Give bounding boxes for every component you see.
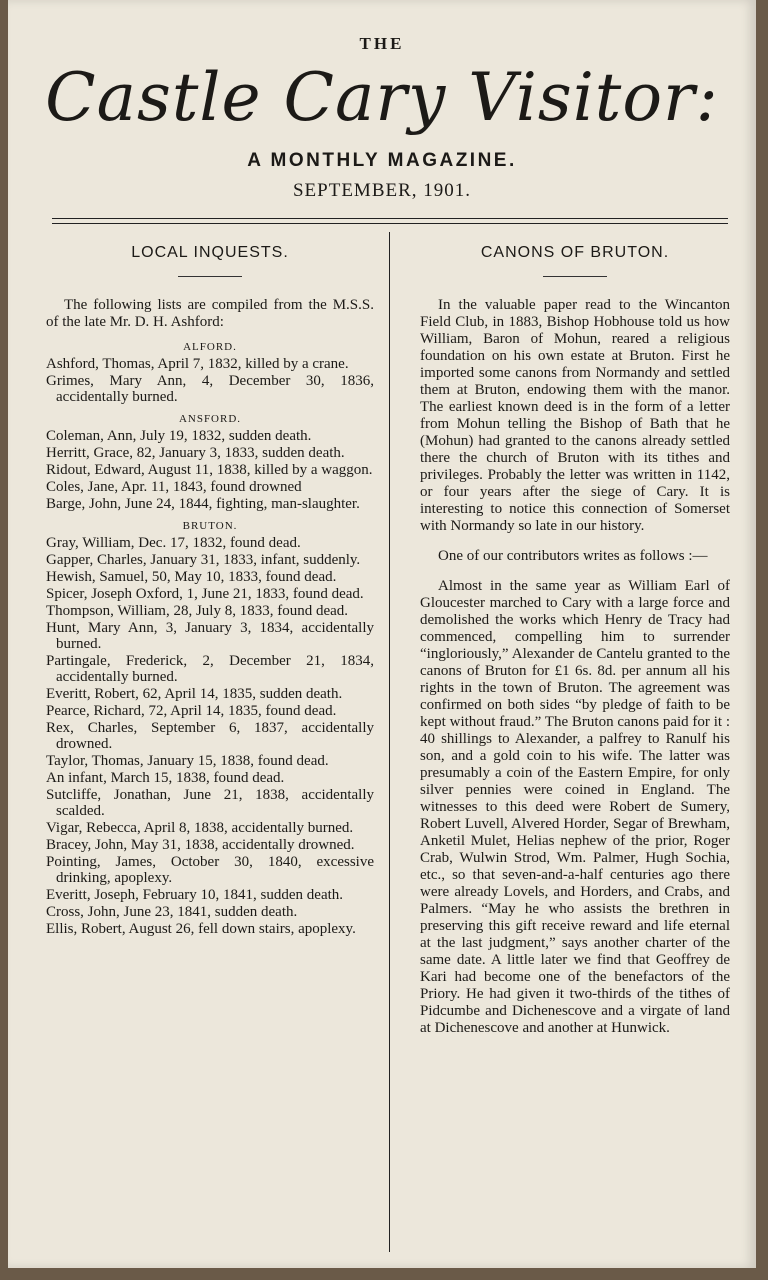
- inquest-entry: Ashford, Thomas, April 7, 1832, killed by a crane.: [46, 356, 349, 372]
- magazine-title: Castle Cary Visitor:: [45, 59, 719, 136]
- inquest-entry: Coleman, Ann, July 19, 1832, sudden death.: [46, 428, 312, 444]
- inquest-entry: Cross, John, June 23, 1841, sudden death.: [46, 904, 298, 920]
- inquest-entry: Ellis, Robert, August 26, fell down stairs, apoplexy.: [46, 921, 356, 937]
- right-heading: CANONS OF BRUTON.: [480, 244, 670, 261]
- inquest-sections: [46, 341, 374, 937]
- inquest-entry: Sutcliffe, Jonathan, June 21, 1838, accidentally scalded.: [46, 787, 374, 819]
- masthead-rule-bottom: [52, 223, 728, 224]
- inquest-entry: Everitt, Joseph, February 10, 1841, sudden death.: [46, 887, 344, 903]
- inquest-entry: Spicer, Joseph Oxford, 1, June 21, 1833, found dead.: [46, 586, 364, 602]
- inquest-entry: Coles, Jane, Apr. 11, 1843, found drowned: [46, 479, 302, 495]
- inquest-entry: Pearce, Richard, 72, April 14, 1835, found dead.: [46, 703, 337, 719]
- right-heading-rule: [543, 276, 607, 277]
- place-heading: BRUTON.: [182, 520, 238, 532]
- left-column: [46, 240, 374, 938]
- inquest-entry: An infant, March 15, 1838, found dead.: [46, 770, 285, 786]
- left-heading-rule: [178, 276, 242, 277]
- article-body: [420, 297, 730, 1037]
- inquest-entry: Gapper, Charles, January 31, 1833, infant, suddenly.: [46, 552, 361, 568]
- article-paragraph: In the valuable paper read to the Wincanton Field Club, in 1883, Bishop Hobhouse told us how William, Baron of Mohun, reared a religious foundation on his own estate at Bruton. First he imported some canons from Normandy and settled them at Bruton, endowing them with the manor. The earliest known deed is in the form of a letter from Mohun telling the Bishop of Bath that he (Mohun) had granted to the canons already settled there the church of Bruton with its tithes and privileges. Probably the letter was written in 1142, or four years after the siege of Cary. It is interesting to notice this connection of Somerset with Normandy so late in our history.: [420, 297, 730, 534]
- magazine-subtitle: A MONTHLY MAGAZINE.: [247, 150, 517, 171]
- inquest-entry: Herritt, Grace, 82, January 3, 1833, sudden death.: [46, 445, 345, 461]
- right-column: [420, 240, 730, 1050]
- inquest-entry: Rex, Charles, September 6, 1837, accidentally drowned.: [46, 720, 374, 752]
- inquest-entry: Barge, John, June 24, 1844, fighting, man-slaughter.: [46, 496, 360, 512]
- place-heading: ALFORD.: [183, 341, 237, 353]
- inquest-entry: Pointing, James, October 30, 1840, excessive drinking, apoplexy.: [46, 854, 374, 886]
- inquest-entry: Hewish, Samuel, 50, May 10, 1833, found dead.: [46, 569, 337, 585]
- inquest-entry: Vigar, Rebecca, April 8, 1838, accidentally burned.: [46, 820, 354, 836]
- article-paragraph: Almost in the same year as William Earl of Gloucester marched to Cary with a large force and demolished the works which Henry de Tracy had commenced, compelling him to surrender “ingloriously,” Alexander de Cantelu granted to the canons of Bruton for £1 6s. 8d. per annum all his rights in the town of Bruton. The agreement was confirmed on both sides “by pledge of faith to be kept without fraud.” The Bruton canons paid for it : 40 shillings to Alexander, a palfrey to Ranulf his son, and a gold coin to his wife. The latter was presumably a coin of the Eastern Empire, for only silver pennies were coined in England. The witnesses to this deed were Robert de Sumery, Robert Luvell, Alvered Horder, Segar of Brewham, Anketil Mulet, Helias nephew of the prior, Roger Crab, Wulwin Strod, Wm. Palmer, Hugh Sochia, etc., so that seven-and-a-half centuries ago there were already Lovels, and Horders, and Crabs, and Palmers. “May he who assists the brethren in preserving this gift receive reward and life eternal at the last judgment,” says another charter of the same date. A little later we find that Geoffrey de Kari had become one of the benefactors of the Priory. He had given it two-thirds of the tithes of Pidcumbe and Dichenescove and a virgate of land at Dichenescove and another at Hunwick.: [420, 578, 730, 1036]
- inquest-entry: Ridout, Edward, August 11, 1838, killed by a waggon.: [46, 462, 373, 478]
- inquests-intro: The following lists are compiled from the M.S.S. of the late Mr. D. H. Ashford:: [46, 297, 374, 330]
- magazine-page: [8, 0, 756, 1268]
- inquest-entry: Thompson, William, 28, July 8, 1833, found dead.: [46, 603, 349, 619]
- masthead-article: THE: [359, 34, 405, 53]
- inquest-entry: Taylor, Thomas, January 15, 1838, found dead.: [46, 753, 329, 769]
- masthead-rule-top: [52, 218, 728, 219]
- inquest-entry: Partingale, Frederick, 2, December 21, 1834, accidentally burned.: [46, 653, 374, 685]
- column-divider: [389, 232, 390, 1252]
- inquest-entry: Bracey, John, May 31, 1838, accidentally drowned.: [46, 837, 355, 853]
- inquest-entry: Everitt, Robert, 62, April 14, 1835, sudden death.: [46, 686, 343, 702]
- left-heading: LOCAL INQUESTS.: [131, 244, 289, 261]
- inquest-entry: Grimes, Mary Ann, 4, December 30, 1836, accidentally burned.: [46, 373, 374, 405]
- issue-date: SEPTEMBER, 1901.: [292, 180, 472, 201]
- inquest-entry: Hunt, Mary Ann, 3, January 3, 1834, accidentally burned.: [46, 620, 374, 652]
- place-heading: ANSFORD.: [178, 413, 242, 425]
- inquest-entry: Gray, William, Dec. 17, 1832, found dead.: [46, 535, 301, 551]
- article-paragraph: One of our contributors writes as follows :—: [438, 548, 708, 564]
